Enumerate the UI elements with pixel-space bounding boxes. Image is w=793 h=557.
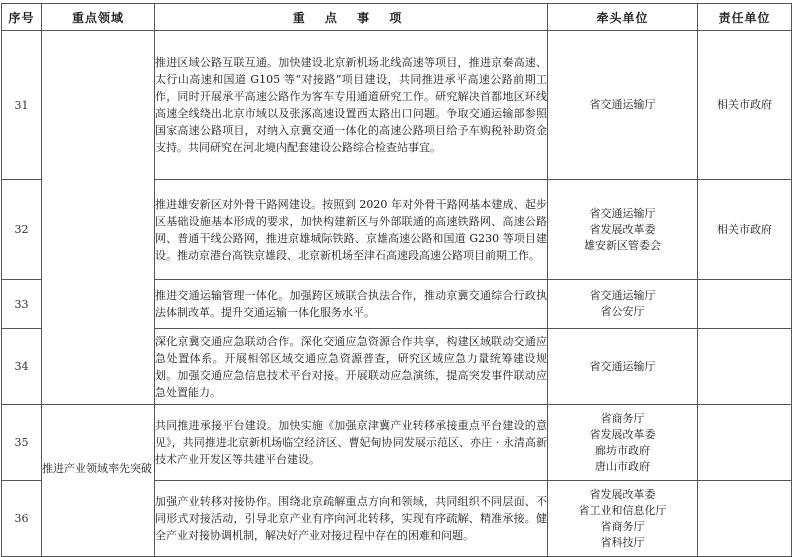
lead-unit: 省科技厅 — [600, 535, 645, 549]
row-seq: 31 — [2, 31, 42, 180]
header-area: 重点领域 — [42, 4, 155, 31]
policy-table — [1, 3, 792, 557]
lead-unit: 省商务厅 — [600, 519, 645, 533]
lead-unit: 省发展改革委 — [589, 427, 656, 441]
row-resp — [698, 481, 792, 557]
lead-unit: 省工业和信息化厅 — [578, 503, 667, 517]
lead-unit: 廊坊市政府 — [595, 443, 650, 457]
header-item: 重 点 事 项 — [155, 4, 548, 31]
lead-unit: 省交通运输厅 — [589, 359, 656, 373]
area-cell-industry — [42, 405, 155, 557]
header-seq: 序号 — [2, 4, 42, 31]
area-label: 推进产业领域率先突破 — [42, 462, 152, 475]
row-lead — [548, 280, 698, 329]
lead-unit: 省交通运输厅 — [589, 289, 656, 302]
row-resp: 相关市政府 — [698, 31, 792, 180]
row-lead — [548, 31, 698, 180]
row-resp — [698, 329, 792, 405]
row-resp — [698, 405, 792, 481]
row-lead — [548, 481, 698, 557]
row-item: 共同推进承接平台建设。加快实施《加强京津冀产业转移承接重点平台建设的意见》，共同推进北京新机场临空经济区、曹妃甸协同发展示范区、亦庄 · 永清高新技术产业开发区等共建平台建设。 — [155, 405, 548, 481]
row-seq: 34 — [2, 329, 42, 405]
lead-unit: 省公安厅 — [600, 305, 645, 318]
row-lead — [548, 405, 698, 481]
row-seq: 33 — [2, 280, 42, 329]
row-seq: 32 — [2, 180, 42, 280]
table-row — [2, 405, 792, 481]
row-lead — [548, 180, 698, 280]
lead-unit: 省发展改革委 — [589, 222, 656, 236]
lead-unit: 省商务厅 — [600, 411, 645, 425]
lead-unit: 唐山市政府 — [595, 459, 650, 473]
lead-unit: 雄安新区管委会 — [584, 238, 661, 252]
row-item: 推进区域公路互联互通。加快建设北京新机场北线高速等项目，推进京秦高速、太行山高速和国道 G105 等“对接路”项目建设，共同推进承平高速公路前期工作，同时开展承平高速公路作为客车专用通道研究工作。研究解决首都地区环线高速全线绕出北京市域以及张涿高速设置西太路出口问题。争取交通运输部参照国家高速公路项目，对纳入京冀交通一体化的高速公路项目给予车购税补助资金支持。共同研究在河北境内配套建设公路综合检查站事宜。 — [155, 31, 548, 180]
lead-unit: 省交通运输厅 — [589, 98, 656, 111]
area-cell-transport — [42, 31, 155, 405]
table-row — [2, 31, 792, 180]
row-item: 深化京冀交通应急联动合作。深化交通应急资源合作共享，构建区域联动交通应急处置体系。开展相邻区域交通应急资源普查，研究区域应急力量统筹建设规划。加强交通应急信息技术平台对接。开展联动应急演练，提高突发事件联动应急处置能力。 — [155, 329, 548, 405]
header-row — [2, 4, 792, 31]
lead-unit: 省发展改革委 — [589, 487, 656, 501]
row-resp: 相关市政府 — [698, 180, 792, 280]
row-seq: 36 — [2, 481, 42, 557]
row-item: 推进交通运输管理一体化。加强跨区域联合执法合作，推动京冀交通综合行政执法体制改革。提升交通运输一体化服务水平。 — [155, 280, 548, 329]
row-lead — [548, 329, 698, 405]
row-resp — [698, 280, 792, 329]
row-item: 加强产业转移对接协作。围绕北京疏解重点方向和领域，共同组织不同层面、不同形式对接活动，引导北京产业有序向河北转移，实现有序疏解、精准承接。健全产业对接协调机制，解决好产业对接过程中存在的困难和问题。 — [155, 481, 548, 557]
row-seq: 35 — [2, 405, 42, 481]
header-resp: 责任单位 — [698, 4, 792, 31]
lead-unit: 省交通运输厅 — [589, 206, 656, 220]
header-lead: 牵头单位 — [548, 4, 698, 31]
row-item: 推进雄安新区对外骨干路网建设。按照到 2020 年对外骨干路网基本建成、起步区基础设施基本形成的要求，加快构建新区与外部联通的高速铁路网、高速公路网、普通干线公路网，推进京雄城际铁路、京雄高速公路和国道 G230 等项目建设。推动京港台高铁京雄段、北京新机场至津石高速段高速公路项目前期工作。 — [155, 180, 548, 280]
